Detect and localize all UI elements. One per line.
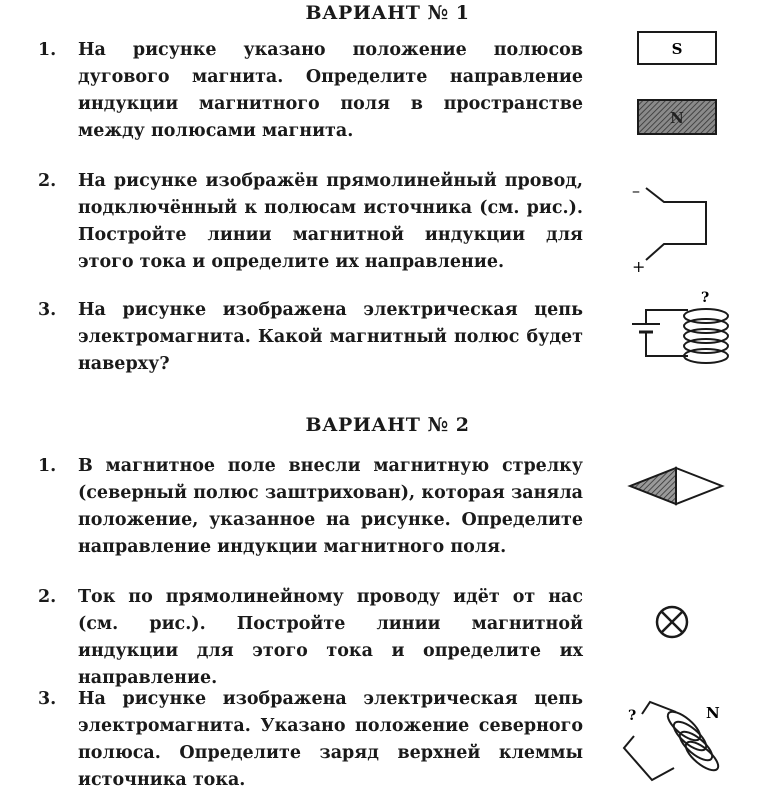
- plus-sign: +: [632, 257, 646, 276]
- question-mark: ?: [701, 290, 710, 306]
- task-text: На рисунке изображена электрическая цепь электромагнита. Какой магнитный полюс будет наверху?: [78, 300, 583, 374]
- magnetic-needle-figure: [626, 462, 726, 510]
- electromagnet-figure-2: [618, 692, 738, 792]
- task-number: 1.: [38, 40, 57, 60]
- magnet-poles-figure: [630, 28, 725, 140]
- task-text: На рисунке указано положение полюсов дугового магнита. Определите направление индукции магнитного поля в пространстве между полюсами магнита.: [78, 40, 583, 141]
- variant-1-task-2: [38, 168, 583, 276]
- variant-2-task-2: [38, 584, 583, 692]
- needle-north-half: [630, 468, 676, 504]
- current-into-page-figure: [652, 602, 692, 642]
- task-text: Ток по прямолинейному проводу идёт от нас (см. рис.). Постройте линии магнитной индукции для этого тока и определите их направление.: [78, 587, 583, 688]
- minus-sign: –: [632, 181, 640, 200]
- variant-2-heading: ВАРИАНТ № 2: [305, 414, 470, 436]
- magnet-pole-n-label: N: [670, 109, 684, 127]
- electromagnet-figure-1: [626, 286, 736, 374]
- task-number: 1.: [38, 456, 57, 476]
- variant-1-heading: ВАРИАНТ № 1: [305, 2, 470, 24]
- task-text: В магнитное поле внесли магнитную стрелку (северный полюс заштрихован), которая заняла положение, указанное на рисунке. Определите направление индукции магнитного поля.: [78, 456, 583, 557]
- variant-2-task-3: [38, 686, 583, 794]
- variant-1-task-1: [38, 37, 583, 145]
- wire-source-figure: [626, 178, 721, 278]
- question-mark: ?: [628, 708, 637, 724]
- variant-1-task-3: [38, 297, 583, 378]
- task-number: 2.: [38, 171, 57, 191]
- north-pole-label: N: [706, 704, 720, 722]
- magnet-pole-s-label: S: [671, 40, 683, 58]
- variant-2-task-1: [38, 453, 583, 561]
- needle-south-half: [676, 468, 722, 504]
- task-text: На рисунке изображена электрическая цепь электромагнита. Указано положение северного полюса. Определите заряд верхней клеммы источника тока.: [78, 689, 583, 790]
- task-number: 2.: [38, 587, 57, 607]
- task-number: 3.: [38, 300, 57, 320]
- coil: [684, 309, 728, 363]
- task-number: 3.: [38, 689, 57, 709]
- wire-path: [646, 188, 706, 260]
- task-text: На рисунке изображён прямолинейный провод, подключённый к полюсам источника (см. рис.). Постройте линии магнитной индукции для этого тока и определите их направление.: [78, 171, 583, 272]
